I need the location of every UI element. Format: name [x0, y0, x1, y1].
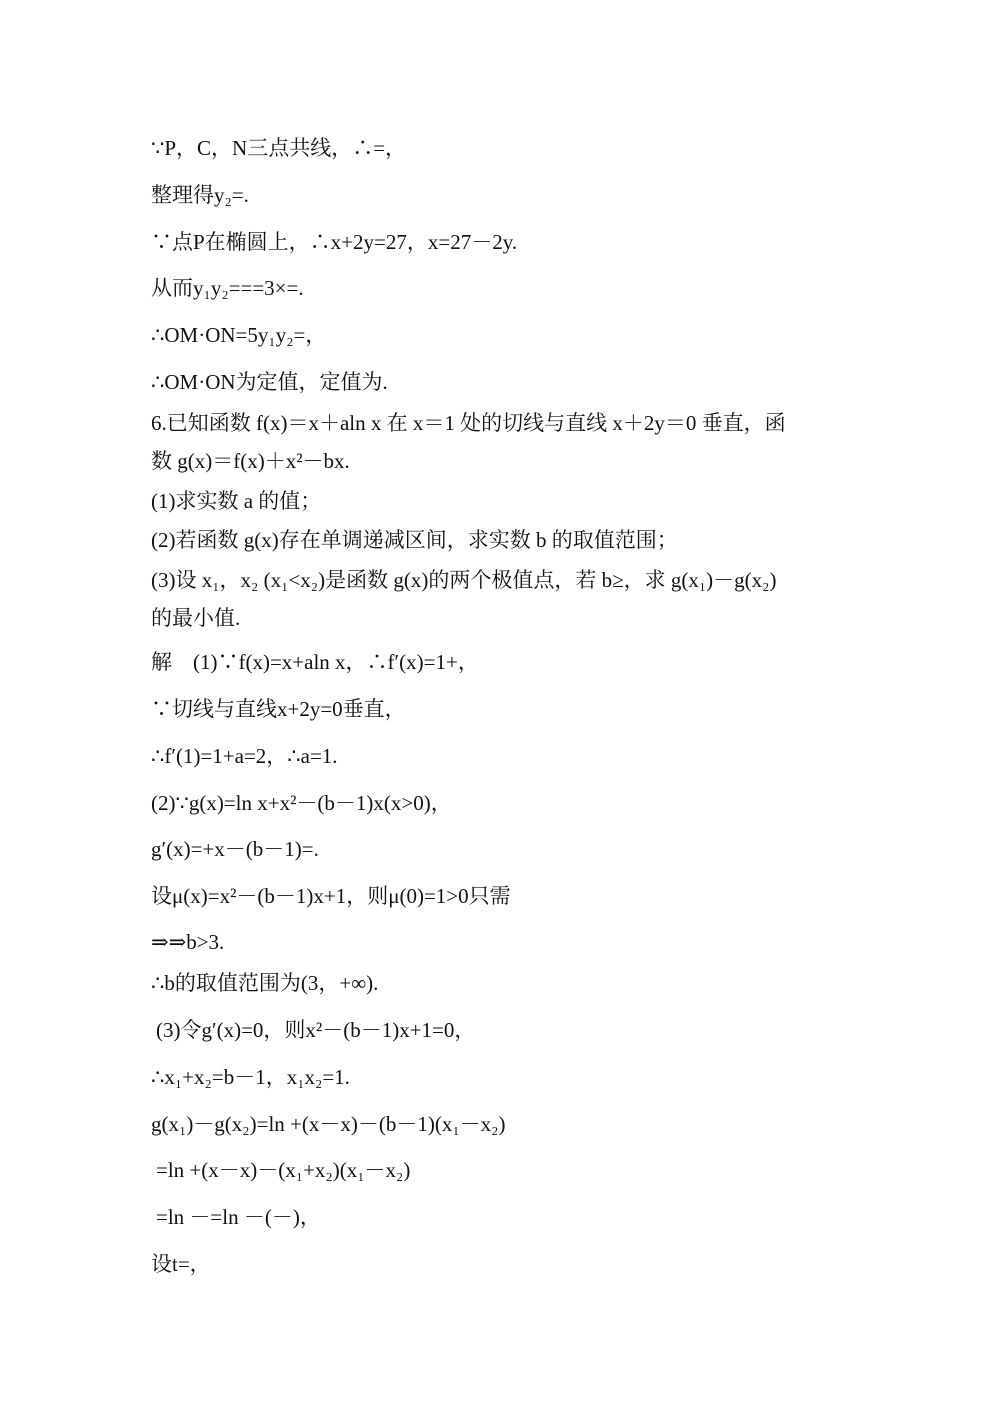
answer-line-8: ∴b的取值范围为(3，+∞). [151, 971, 379, 995]
answer-line-11: g(x₁)－g(x₂)=ln +(x－x)－(b－1)(x₁－x₂) [151, 1112, 506, 1136]
answer-line-5: g′(x)=+x－(b－1)=. [151, 837, 319, 861]
problem-6-statement-line-2: 数 g(x)＝f(x)＋x²－bx. [151, 449, 350, 473]
problem-6-part-2: (2)若函数 g(x)存在单调递减区间，求实数 b 的取值范围； [151, 528, 678, 552]
solution-line-ellipse: ∵点P在椭圆上，∴x+2y=27，x=27－2y. [151, 230, 518, 254]
answer-line-13: =ln －=ln －(－)， [156, 1205, 321, 1229]
answer-line-9: (3)令g′(x)=0，则x²－(b－1)x+1=0， [156, 1018, 476, 1042]
answer-line-3: ∴f′(1)=1+a=2，∴a=1. [151, 744, 338, 768]
answer-line-4: (2)∵g(x)=ln x+x²－(b－1)x(x>0)， [151, 791, 452, 815]
answer-line-2: ∵切线与直线x+2y=0垂直， [151, 697, 406, 721]
problem-6-part-3-line-1: (3)设 x₁，x₂ (x₁<x₂)是函数 g(x)的两个极值点，若 b≥，求 g(x₁)－g(x₂) [151, 568, 777, 592]
answer-line-14: 设t=， [151, 1252, 211, 1276]
solution-line-y2: 整理得y₂=. [151, 183, 249, 207]
answer-line-7: ⇒⇒b>3. [151, 930, 225, 954]
answer-line-12: =ln +(x－x)－(x₁+x₂)(x₁－x₂) [156, 1158, 411, 1182]
solution-line-collinear: ∵P，C，N三点共线，∴=， [151, 136, 407, 160]
problem-6-part-3-line-2: 的最小值. [151, 606, 241, 630]
answer-line-6: 设μ(x)=x²－(b－1)x+1，则μ(0)=1>0只需 [151, 884, 511, 908]
problem-6-part-1: (1)求实数 a 的值； [151, 489, 322, 513]
answer-line-1: 解 (1)∵f(x)=x+aln x，∴f′(x)=1+， [151, 650, 479, 674]
problem-6-statement-line-1: 6.已知函数 f(x)＝x＋aln x 在 x＝1 处的切线与直线 x＋2y＝0 垂直，函 [151, 411, 786, 435]
solution-line-constant: ∴OM·ON为定值，定值为. [151, 370, 388, 394]
solution-line-y1y2: 从而y₁y₂===3×=. [151, 276, 304, 300]
answer-line-10: ∴x₁+x₂=b－1，x₁x₂=1. [151, 1065, 350, 1089]
solution-line-om-on: ∴OM·ON=5y₁y₂=， [151, 323, 327, 347]
